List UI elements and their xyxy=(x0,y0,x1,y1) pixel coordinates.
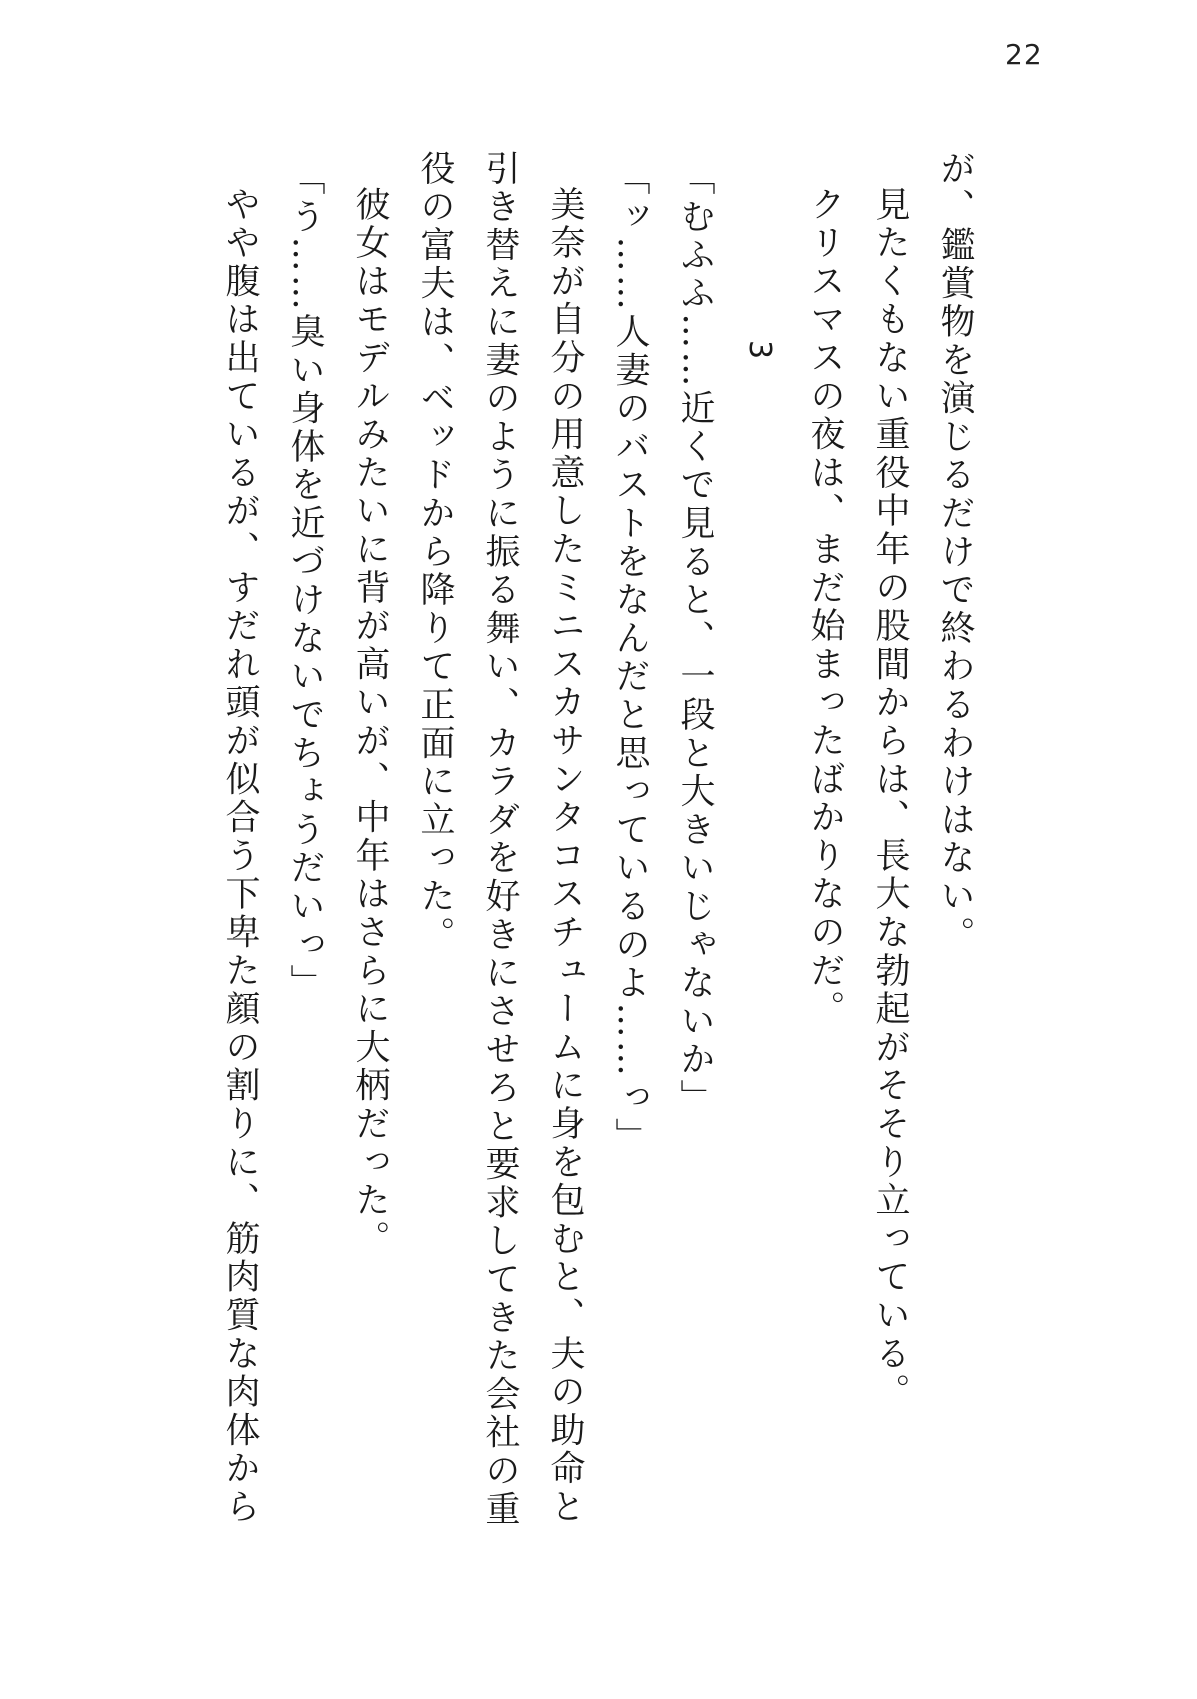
dialogue-line: 「ッ……人妻のバストをなんだと思っているのよ……っ」 xyxy=(610,160,650,1156)
page-number: 22 xyxy=(1005,38,1043,71)
text-line: 見たくもない重役中年の股間からは、長大な勃起がそそり立っている。 xyxy=(870,186,910,1412)
text-line: が、鑑賞物を演じるだけで終わるわけはない。 xyxy=(935,150,975,955)
text-line: 美奈が自分の用意したミニスカサンタコスチュームに身を包むと、夫の助命と xyxy=(545,186,585,1527)
text-line: クリスマスの夜は、まだ始まったばかりなのだ。 xyxy=(805,186,845,1029)
section-heading: 3 xyxy=(742,340,777,363)
text-line: 引き替えに妻のように振る舞い、カラダを好きにさせろと要求してきた会社の重 xyxy=(480,150,520,1529)
text-line: やや腹は出ているが、すだれ頭が似合う下卑た顔の割りに、筋肉質な肉体から xyxy=(220,186,260,1527)
dialogue-line: 「むふふ……近くで見ると、一段と大きいじゃないか」 xyxy=(675,160,715,1118)
vertical-text-block xyxy=(207,150,987,1530)
text-line: 彼女はモデルみたいに背が高いが、中年はさらに大柄だった。 xyxy=(350,186,390,1259)
text-line: 役の富夫は、ベッドから降りて正面に立った。 xyxy=(415,150,455,955)
dialogue-line: 「う……臭い身体を近づけないでちょうだいっ」 xyxy=(285,160,325,1003)
